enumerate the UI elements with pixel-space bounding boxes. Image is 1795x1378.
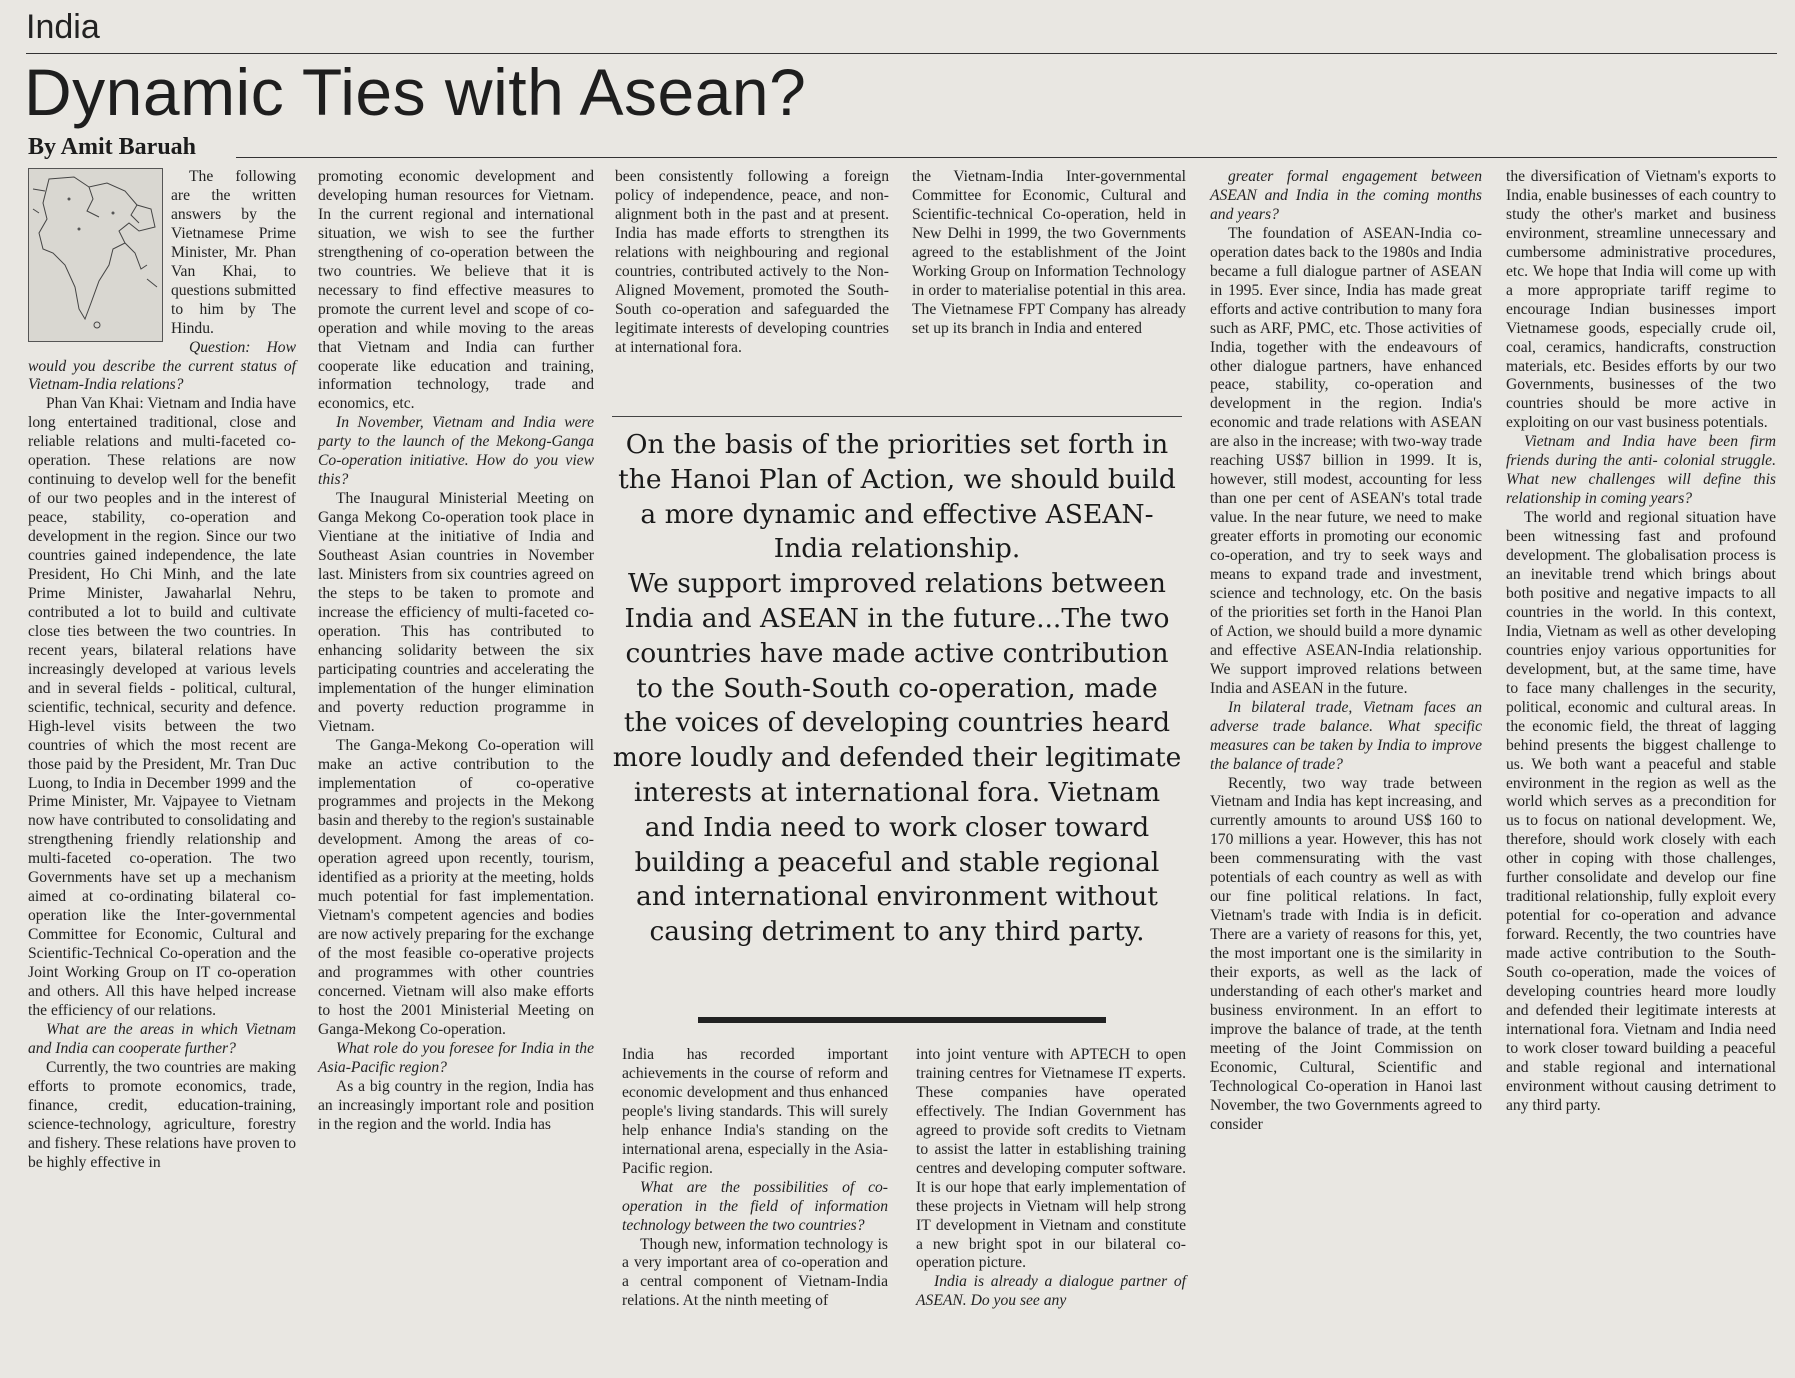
question-paragraph: India is already a dialogue partner of ASEAN. Do you see any (916, 1273, 1186, 1310)
column-2 (318, 168, 594, 1135)
byline-rule (236, 157, 1777, 158)
headline: Dynamic Ties with Asean? (24, 55, 807, 129)
body-paragraph: into joint venture with APTECH to open training centres for Vietnamese IT experts. These companies have operated effectively. The Indian Government has agreed to provide soft credits to Vietnam to assist the latter in establishing training centres and developing computer software. It is our hope that early implementation of these projects in Vietnam will help strong IT development in Vietnam and constitute a new bright spot in our bilateral co-operation picture. (916, 1046, 1186, 1272)
pull-quote-rule (612, 416, 1182, 417)
column-3-top (615, 168, 889, 358)
body-paragraph: been consistently following a foreign policy of independence, peace, and non- alignment both in the past and at present. India has made efforts to strengthen its relations with neighbouring and regional countries, contributed actively to the Non-Aligned Movement, promoted the South-South co-operation and safeguarded the legitimate interests of developing countries at international fora. (615, 168, 889, 356)
body-paragraph: promoting economic development and developing human resources for Vietnam. In the current regional and international situation, we wish to see the further strengthening of co-operation between the two countries. We believe that it is necessary to find effective measures to promote the current level and scope of co-operation and while moving to the areas that Vietnam and India can further cooperate like education and training, information technology, trade and economics, etc. (318, 168, 594, 413)
column-4-top (912, 168, 1186, 339)
body-paragraph: The Inaugural Ministerial Meeting on Ganga Mekong Co-operation took place in Vientiane at the initiative of India and Southeast Asian countries in November last. Ministers from six countries agreed on the steps to be taken to promote and increase the efficiency of multi-faceted co-operation. This has contributed to enhancing solidarity between the six participating countries and accelerating the implementation of the hunger elimination and poverty reduction programme in Vietnam. (318, 490, 594, 735)
section-label: India (26, 8, 100, 46)
byline: By Amit Baruah (28, 134, 197, 160)
body-paragraph: Currently, the two countries are making efforts to promote economics, trade, finance, credit, education-training, science-technology, agriculture, forestry and fishery. These relations have proven to be highly effective in (28, 1058, 296, 1171)
pull-quote-p2: We support improved relations between India and ASEAN in the future...The two countries have made active contribution to the South-South co-operation, made the voices of developing countries heard more loudly and defended their legitimate interests at international fora. Vietnam and India need to work closer toward building a peaceful and stable regional and international environment without causing detriment to any third party. (612, 568, 1182, 948)
body-paragraph: India has recorded important achievements in the course of reform and economic development and thus enhanced people's living standards. This will surely help enhance India's standing on the international arena, especially in the Asia-Pacific region. (622, 1046, 888, 1177)
pull-quote-p1: On the basis of the priorities set forth in the Hanoi Plan of Action, we should build a more dynamic and effective ASEAN-India relationship. (618, 429, 1176, 565)
question-paragraph: Vietnam and India have been firm friends during the anti- colonial struggle. What new challenges will define this relationship in coming years? (1506, 433, 1776, 508)
body-paragraph: The following are the written answers by the Vietnamese Prime Minister, Mr. Phan Van Khai, to questions submitted to him by The Hindu. (171, 168, 296, 337)
body-paragraph: the Vietnam-India Inter-governmental Committee for Economic, Cultural and Scientific-technical Co-operation, held in New Delhi in 1999, the two Governments agreed to the establishment of the Joint Working Group on Information Technology in order to materialise potential in this area. The Vietnamese FPT Company has already set up its branch in India and entered (912, 168, 1186, 337)
column-3-bottom (622, 1046, 888, 1311)
column-6 (1506, 168, 1776, 1116)
question-paragraph: Question: How would you describe the current status of Vietnam-India relations? (28, 338, 296, 394)
question-paragraph: What are the possibilities of co-operation in the field of information technology between the two countries? (622, 1178, 888, 1234)
question-paragraph: In November, Vietnam and India were party to the launch of the Mekong-Ganga Co-operation initiative. How do you view this? (318, 414, 594, 489)
body-paragraph: the diversification of Vietnam's exports to India, enable businesses of each country to study the other's market and business environment, streamline unnecessary and cumbersome administrative procedures, etc. We hope that India will come up with a more appropriate tariff regime to encourage Indian businesses import Vietnamese goods, especially crude oil, coal, ceramics, handicrafts, construction materials, etc. Besides efforts by our two Governments, businesses of the two countries should be more active in exploiting on our vast business potentials. (1506, 168, 1776, 432)
body-paragraph: As a big country in the region, India has an increasingly important role and position in the region and the world. India has (318, 1077, 594, 1133)
question-paragraph: greater formal engagement between ASEAN and India in the coming months and years? (1210, 168, 1482, 223)
body-paragraph: The Ganga-Mekong Co-operation will make an active contribution to the implementation of co-operative programmes and projects in the Mekong basin and thereby to the region's sustainable development. Among the areas of co-operation agreed upon recently, tourism, identified as a priority at the meeting, holds much potential for fast implementation. Vietnam's competent agencies and bodies are now actively preparing for the exchange of the most feasible co-operative projects and programmes with other countries concerned. Vietnam will also make efforts to host the 2001 Ministerial Meeting on Ganga-Mekong Co-operation. (318, 736, 594, 1038)
question-paragraph: In bilateral trade, Vietnam faces an adverse trade balance. What specific measures can be taken by India to improve the balance of trade? (1210, 698, 1482, 773)
india-map-icon (28, 168, 163, 342)
body-paragraph: Though new, information technology is a very important area of co-operation and a central component of Vietnam-India relations. At the ninth meeting of (622, 1235, 888, 1310)
question-paragraph: What role do you foresee for India in the Asia-Pacific region? (318, 1039, 594, 1076)
pull-quote-bar (698, 1017, 1106, 1023)
pull-quote (612, 428, 1182, 950)
body-paragraph: The foundation of ASEAN-India co-operation dates back to the 1980s and India became a full dialogue partner of ASEAN in 1995. Ever since, India has made great efforts and active contribution to many fora such as ARF, PMC, etc. Those activities of India, together with the endeavours of other dialogue partners, have enhanced peace, stability, co-operation and development in the region. India's economic and trade relations with ASEAN are also in the increase; with two-way trade reaching US$7 billion in 1999. It is, however, still modest, accounting for less than one per cent of ASEAN's total trade value. In the near future, we need to make greater efforts in promoting our economic co-operation, and try to seek ways and means to expand trade and investment, science and technology, etc. On the basis of the priorities set forth in the Hanoi Plan of Action, we should build a more dynamic and effective ASEAN-India relationship. We support improved relations between India and ASEAN in the future. (1210, 224, 1482, 697)
body-paragraph: Phan Van Khai: Vietnam and India have long entertained traditional, close and reliable relations and multi-faceted co-operation. These relations are now continuing to develop well for the benefit of our two peoples and in the interest of peace, stability, co-operation and development in the region. Since our two countries gained independence, the late President, Ho Chi Minh, and the late Prime Minister, Jawaharlal Nehru, contributed a lot to build and cultivate close ties between the two countries. In recent years, bilateral relations have increasingly developed at various levels and in several fields - political, cultural, scientific, technical, security and defence. High-level visits between the two countries of which the most recent are those paid by the President, Mr. Tran Duc Luong, to India in December 1999 and the Prime Minister, Mr. Vajpayee to Vietnam now have contributed to consolidating and strengthening friendly relationship and multi-faceted co-operation. The two Governments have set up a mechanism aimed at co-ordinating bilateral co-operation like the Inter-governmental Committee for Economic, Cultural and Scientific-Technical Co-operation and the Joint Working Group on IT co-operation and others. All this have helped increase the efficiency of our relations. (28, 395, 296, 1019)
body-paragraph: The world and regional situation have been witnessing fast and profound development. The globalisation process is an inevitable trend which brings about both positive and negative impacts to all countries in the world. In this context, India, Vietnam as well as other developing countries enjoy various opportunities for development, but, at the same time, have to face many challenges in the security, political, economic and cultural areas. In the economic field, the threat of lagging behind presents the biggest challenge to us. We both want a peaceful and stable environment in the region as well as the world which serves as a precondition for us to focus on national development. We, therefore, should work closely with each other in coping with those challenges, further consolidate and develop our fine traditional relationship, fully exploit every potential for co-operation and advance forward. Recently, the two countries have made active contribution to the South-South co-operation, made the voices of developing countries heard more loudly and defended their legitimate interests at international fora. Vietnam and India need to work closer toward building a peaceful and stable regional and international environment without causing detriment to any third party. (1506, 509, 1776, 1114)
column-5 (1210, 168, 1482, 1135)
body-paragraph: Recently, two way trade between Vietnam and India has kept increasing, and currently amounts to around US$ 160 to 170 millions a year. However, this has not been commensurating with the vast potentials of each country as well as with our fine political relations. In fact, Vietnam's trade with India is in deficit. There are a variety of reasons for this, yet, the most important one is the similarity in their exports, as well as the lack of understanding of each other's market and business environment. In an effort to improve the balance of trade, at the tenth meeting of the Joint Commission on Economic, Cultural, Scientific and Technological Co-operation in Hanoi last November, the two Governments agreed to consider (1210, 774, 1482, 1133)
column-1 (28, 168, 296, 1173)
question-paragraph: What are the areas in which Vietnam and India can cooperate further? (28, 1020, 296, 1057)
column-4-bottom (916, 1046, 1186, 1311)
